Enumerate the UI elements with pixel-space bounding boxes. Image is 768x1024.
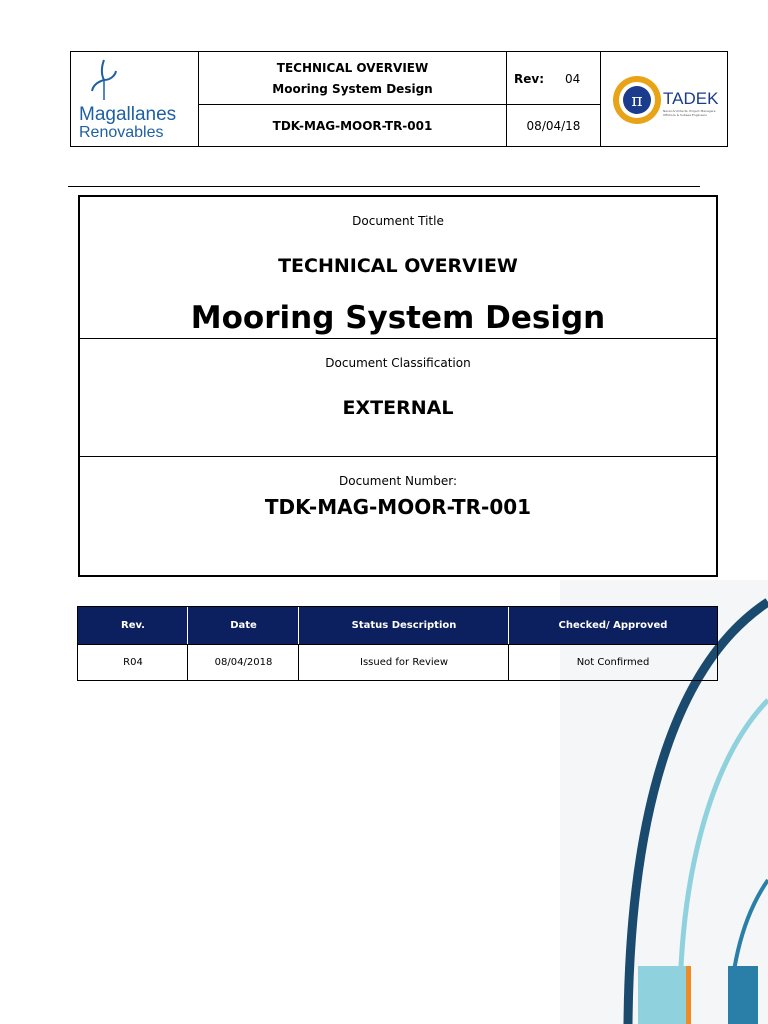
svg-text:π: π [631,91,643,111]
header-table [70,51,728,147]
table-cell-date: 08/04/2018 [214,657,273,668]
table-cell-rev: R04 [123,657,143,668]
column-header: Checked/ Approved [558,620,668,631]
table-cell-status: Issued for Review [360,657,448,668]
separator-line [68,186,700,187]
row-cell-divider [508,644,509,680]
rev-value: 04 [565,72,581,86]
column-header: Date [230,620,257,631]
table-cell-approval: Not Confirmed [576,657,650,668]
header-cell-divider [187,607,188,644]
header-cell-divider [508,607,509,644]
classification-value: EXTERNAL [342,397,454,419]
revision-table [77,606,718,681]
header-date-cell [507,105,600,146]
header-title-cell [199,52,506,104]
classification-caption: Document Classification [325,356,471,370]
document-title-box [78,195,718,577]
rev-label: Rev: [514,72,544,86]
company-name-line1: Magallanes [79,104,177,125]
document-title-caption: Document Title [352,214,444,228]
title-box-divider [80,338,716,339]
revision-table-header [78,607,717,644]
partner-tagline: Naval Architects, Project Managers, Offshore & Subsea Engineers [663,109,717,117]
document-title-sub: Mooring System Design [190,300,606,336]
pi-logo-icon [611,74,663,126]
header-title-line1: TECHNICAL OVERVIEW [276,61,429,75]
document-title-main: TECHNICAL OVERVIEW [278,255,518,277]
column-header: Rev. [121,620,145,631]
row-cell-divider [187,644,188,680]
title-box-divider [80,456,716,457]
turbine-logo-icon [89,58,119,102]
header-cell-divider [298,607,299,644]
header-rev-cell [507,52,600,104]
document-number-caption: Document Number: [338,474,458,488]
partner-name: TADEK [663,89,719,108]
partner-logo [601,52,727,146]
document-number-value: TDK-MAG-MOOR-TR-001 [264,495,532,519]
header-date: 08/04/18 [526,119,581,133]
header-doc-number: TDK-MAG-MOOR-TR-001 [272,119,433,133]
column-header: Status Description [351,620,457,631]
header-docnum-cell [199,105,506,146]
header-title-line2: Mooring System Design [272,82,433,96]
row-cell-divider [298,644,299,680]
company-name-line2: Renovables [79,124,164,141]
company-logo [71,52,198,146]
